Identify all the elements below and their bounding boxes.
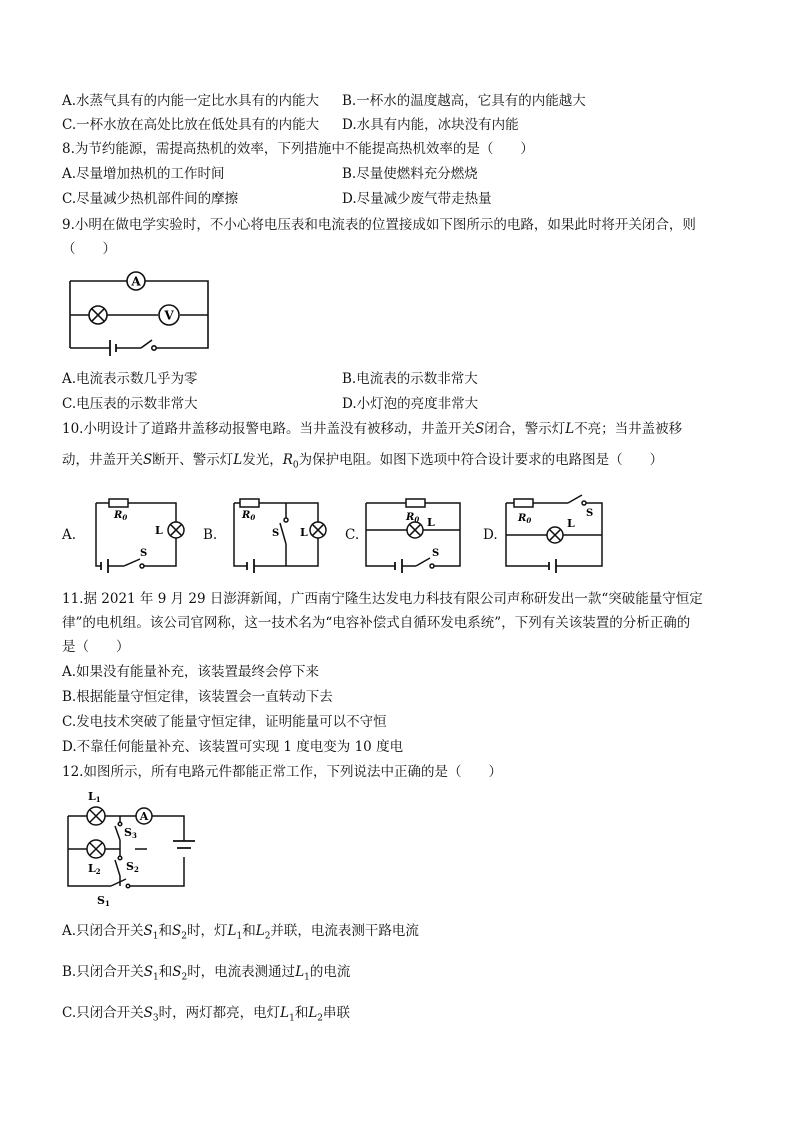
q9-option-d: D.小灯泡的亮度非常大 — [342, 396, 479, 412]
q10-option-b-label: B. — [203, 527, 218, 543]
q9-circuit-diagram — [66, 266, 212, 358]
svg-text:R0: $R_0$ — [518, 513, 532, 525]
svg-text:S1: S1 — [97, 894, 110, 908]
q11-option-b: B.根据能量守恒定律，该装置会一直转动下去 — [62, 689, 333, 705]
q10-circuit-d — [500, 494, 612, 574]
switch-icon — [568, 495, 582, 503]
svg-text:S: S — [140, 548, 148, 559]
switch-s3-icon — [115, 826, 120, 840]
q9-stem: 9.小明在做电学实验时，不小心将电压表和电流表的位置接成如下图所示的电路，如果此时将开关闭合，则 — [62, 217, 696, 233]
q11-stem-line2: 律”的电机组。该公司官网称，这一技术名为“电容补偿式自循环发电系统”，下列有关该装置的分析正确的 — [62, 615, 691, 631]
svg-text:S: S — [432, 548, 440, 559]
resistor-icon — [514, 499, 533, 507]
q11-option-c: C.发电技术突破了能量守恒定律，证明能量可以不守恒 — [62, 714, 387, 730]
battery-icon — [110, 340, 116, 356]
q8-option-b: B.尽量使燃料充分燃烧 — [342, 166, 478, 182]
svg-text:L: L — [155, 524, 163, 537]
resistor-icon — [406, 499, 425, 507]
battery-icon — [549, 559, 556, 573]
q8-stem: 8.为节约能源，需提高热机的效率，下列措施中不能提高热机效率的是（ ） — [62, 141, 534, 157]
q12-circuit-diagram — [62, 786, 192, 908]
q11-option-d: D.不靠任何能量补充、该装置可实现 1 度电变为 10 度电 — [62, 739, 404, 755]
svg-text:L: L — [427, 516, 435, 529]
svg-text:S2: S2 — [126, 860, 139, 874]
svg-text:L1: L1 — [88, 790, 101, 804]
svg-text:S: S — [586, 508, 594, 519]
q8-option-a: A.尽量增加热机的工作时间 — [62, 166, 225, 182]
q10-option-d-label: D. — [483, 527, 498, 543]
q9-ammeter-label: A — [131, 274, 141, 289]
q10-stem-line2: 动，井盖开关S断开、警示灯L发光，$R_0$为保护电阻。如图下选项中符合设计要求的电路图是（ ） — [62, 452, 664, 471]
q11-stem-line3: 是（ ） — [62, 639, 130, 655]
q9-option-b: B.电流表的示数非常大 — [342, 371, 478, 387]
svg-text:A: A — [139, 810, 149, 823]
switch-icon — [141, 340, 152, 348]
q7-option-d: D.水具有内能，冰块没有内能 — [342, 117, 519, 133]
battery-icon — [247, 559, 254, 573]
svg-text:S3: S3 — [124, 826, 137, 840]
switch-icon — [416, 558, 430, 566]
svg-text:L2: L2 — [88, 862, 101, 876]
battery-icon — [395, 559, 402, 573]
q12-stem: 12.如图所示，所有电路元件都能正常工作，下列说法中正确的是（ ） — [62, 764, 502, 780]
resistor-icon — [240, 499, 259, 507]
switch-s1-icon — [111, 879, 126, 886]
q11-stem-line1: 11.据 2021 年 9 月 29 日澎湃新闻，广西南宁隆生达发电力科技有限公司声称研发出一款“突破能量守恒定 — [62, 591, 703, 607]
svg-text:L: L — [567, 517, 575, 530]
svg-text:S: S — [272, 528, 280, 539]
q12-option-c: C.只闭合开关$S_3$时，两灯都亮，电灯$L_1$和$L_2$串联 — [62, 1005, 351, 1024]
svg-text:R0: $R_0$ — [242, 510, 256, 522]
switch-icon — [280, 523, 286, 544]
q7-option-a: A.水蒸气具有的内能一定比水具有的内能大 — [62, 93, 320, 109]
q9-voltmeter-label: V — [164, 308, 174, 323]
q12-option-a: A.只闭合开关$S_1$和$S_2$时，灯$L_1$和$L_2$并联，电流表测干路电流 — [62, 923, 419, 942]
battery-icon — [173, 841, 195, 848]
svg-text:R0: $R_0$ — [406, 512, 420, 524]
battery-icon — [101, 559, 108, 573]
q10-circuit-c — [362, 496, 474, 574]
q7-option-b: B.一杯水的温度越高，它具有的内能越大 — [342, 93, 586, 109]
switch-icon — [124, 559, 140, 566]
q7-option-c: C.一杯水放在高处比放在低处具有的内能大 — [62, 117, 320, 133]
svg-text:L: L — [300, 526, 308, 539]
q8-option-d: D.尽量减少废气带走热量 — [342, 191, 492, 207]
q9-option-c: C.电压表的示数非常大 — [62, 396, 198, 412]
svg-text:R0: $R_0$ — [114, 510, 128, 522]
q9-stem-bracket: （ ） — [62, 241, 116, 257]
q10-option-a-label: A. — [62, 527, 77, 543]
q10-circuit-b — [220, 496, 332, 574]
q9-option-a: A.电流表示数几乎为零 — [62, 371, 198, 387]
q12-option-b: B.只闭合开关$S_1$和$S_2$时，电流表测通过$L_1$的电流 — [62, 964, 351, 983]
q10-option-c-label: C. — [345, 527, 360, 543]
q10-circuit-a — [80, 496, 192, 574]
q10-stem-line1: 10.小明设计了道路井盖移动报警电路。当井盖没有被移动，井盖开关S闭合，警示灯L不亮；当井盖被移 — [62, 421, 683, 437]
q8-option-c: C.尽量减少热机部件间的摩擦 — [62, 191, 239, 207]
switch-s2-icon — [115, 860, 120, 876]
q11-option-a: A.如果没有能量补充，该装置最终会停下来 — [62, 664, 320, 680]
resistor-icon — [109, 499, 128, 507]
